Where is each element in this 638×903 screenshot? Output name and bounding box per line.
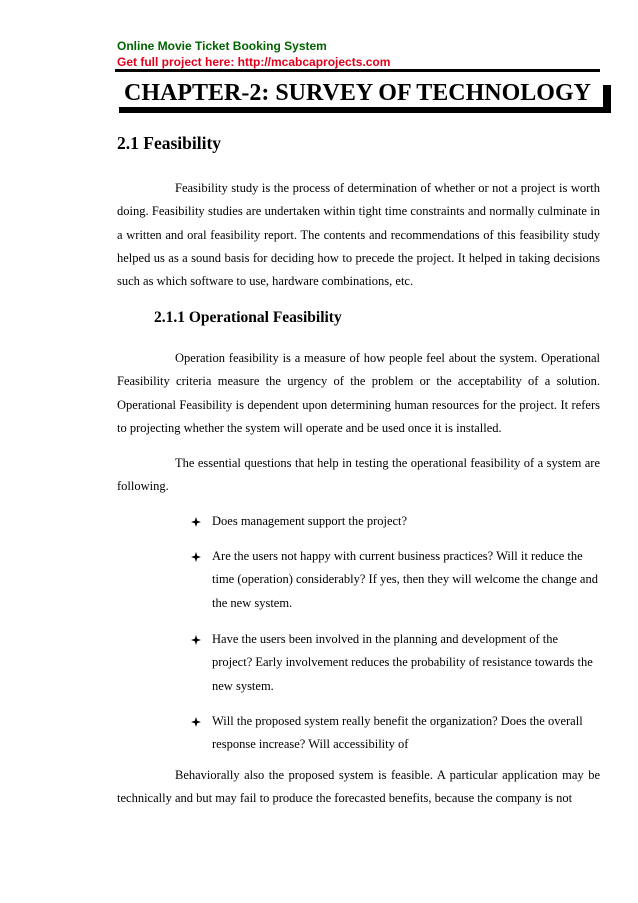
question-item (191, 710, 600, 757)
chapter-title: CHAPTER-2: SURVEY OF TECHNOLOGY (124, 80, 591, 106)
operational-paragraph-1: Operation feasibility is a measure of how people feel about the system. Operational Feasibility criteria measure the urgency of the problem or the acceptability of a solution. Operational Feasibility is dependent upon determining human resources for the project. It refers to projecting whether the system will operate and be used once it is installed. (117, 351, 600, 435)
diamond-bullet-icon (191, 717, 201, 727)
header-rule (115, 69, 600, 72)
operational-paragraph-2: The essential questions that help in testing the operational feasibility of a system are following. (117, 456, 600, 494)
feasibility-paragraph: Feasibility study is the process of determination of whether or not a project is worth doing. Feasibility studies are undertaken within tight time constraints and normally culminate in a written and oral feasibility report. The contents and recommendations of this feasibility study helped us as a sound basis for deciding how to precede the project. It helped in taking decisions such as which software to use, hardware combinations, etc. (117, 181, 600, 289)
questions-list (191, 628, 600, 698)
question-item (191, 628, 600, 698)
question-text: Have the users been involved in the planning and development of the project? Early involvement reduces the probability of resistance towards the new system. (212, 632, 593, 693)
diamond-bullet-icon (191, 635, 201, 645)
question-item (191, 545, 600, 615)
project-link[interactable]: Get full project here: http://mcabcaprojects.com (117, 55, 391, 69)
questions-list (191, 545, 600, 615)
question-text: Does management support the project? (212, 514, 408, 528)
section-heading-feasibility: 2.1 Feasibility (117, 133, 222, 153)
questions-list (191, 710, 600, 757)
diamond-bullet-icon (191, 517, 201, 527)
question-item (191, 510, 600, 533)
chapter-side-bar (603, 85, 611, 109)
chapter-underline (119, 107, 611, 113)
questions-list (191, 510, 600, 533)
behavioral-paragraph: Behaviorally also the proposed system is feasible. A particular application may be technically and but may fail to produce the forecasted benefits, because the company is not (117, 768, 600, 806)
question-text: Will the proposed system really benefit the organization? Does the overall response increase? Will accessibility of (212, 714, 583, 752)
diamond-bullet-icon (191, 552, 201, 562)
question-text: Are the users not happy with current business practices? Will it reduce the time (operation) considerably? If yes, then they will welcome the change and the new system. (212, 549, 598, 610)
project-title: Online Movie Ticket Booking System (117, 39, 327, 53)
subsection-heading-operational-feasibility: 2.1.1 Operational Feasibility (154, 309, 342, 326)
